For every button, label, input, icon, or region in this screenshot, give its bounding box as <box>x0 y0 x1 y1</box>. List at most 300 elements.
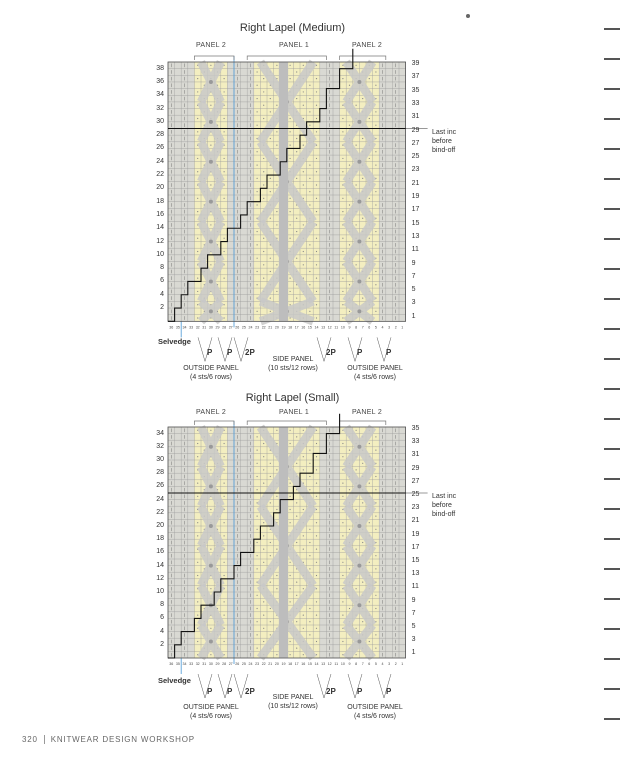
column-fill <box>260 427 267 658</box>
last-inc-note: Last inc before bind-off <box>432 129 457 154</box>
knitting-chart-grid <box>0 385 620 720</box>
stitch-dot <box>316 443 317 444</box>
stitch-dot <box>375 516 376 517</box>
stitch-dot <box>263 238 264 239</box>
row-number-right: 29 <box>411 126 420 134</box>
stitch-dot <box>342 562 343 563</box>
stitch-dot <box>276 509 277 510</box>
stitch-dot <box>349 529 350 530</box>
stitch-dot <box>342 317 343 318</box>
stitch-dot <box>316 304 317 305</box>
stitch-dot <box>303 588 304 589</box>
stitch-dot <box>210 145 211 146</box>
stitch-dot <box>210 509 211 510</box>
row-number-right: 17 <box>411 206 420 214</box>
row-number-left: 28 <box>156 469 164 477</box>
stitch-number: 12 <box>327 325 332 330</box>
stitch-dot <box>369 78 370 79</box>
stitch-dot <box>369 641 370 642</box>
stitch-dot <box>197 171 198 172</box>
stitch-dot <box>356 509 357 510</box>
p-mark: 2P <box>245 687 255 696</box>
stitch-dot <box>296 621 297 622</box>
stitch-dot <box>224 615 225 616</box>
stitch-dot <box>375 111 376 112</box>
row-number-left: 32 <box>156 442 164 450</box>
stitch-dot <box>263 91 264 92</box>
stitch-dot <box>257 450 258 451</box>
stitch-dot <box>309 85 310 86</box>
stitch-dot <box>342 171 343 172</box>
stitch-dot <box>362 258 363 259</box>
stitch-dot <box>257 111 258 112</box>
stitch-dot <box>296 218 297 219</box>
stitch-dot <box>316 469 317 470</box>
stitch-dot <box>316 601 317 602</box>
stitch-dot <box>309 311 310 312</box>
cable-knot <box>209 309 213 313</box>
stitch-number: 19 <box>281 325 286 330</box>
stitch-dot <box>362 297 363 298</box>
stitch-dot <box>296 231 297 232</box>
stitch-dot <box>224 198 225 199</box>
stitch-dot <box>303 91 304 92</box>
stitch-dot <box>342 443 343 444</box>
column-fill <box>386 62 393 321</box>
stitch-number: 32 <box>195 325 200 330</box>
footer-divider <box>44 735 45 744</box>
stitch-number: 26 <box>235 662 240 666</box>
row-number-right: 19 <box>411 193 420 200</box>
stitch-dot <box>224 118 225 119</box>
stitch-dot <box>276 224 277 225</box>
stitch-dot <box>309 634 310 635</box>
stitch-dot <box>342 251 343 252</box>
stitch-number: 28 <box>222 325 227 330</box>
stitch-dot <box>290 65 291 66</box>
cable-knot <box>357 640 361 644</box>
panel-label-left: PANEL 2 <box>195 42 227 49</box>
stitch-dot <box>257 258 258 259</box>
page-tab-mark <box>604 478 620 480</box>
stitch-number: 24 <box>248 325 253 330</box>
p-mark: P <box>386 348 392 357</box>
stitch-dot <box>342 456 343 457</box>
p-mark: P <box>357 348 363 357</box>
stitch-dot <box>270 582 271 583</box>
stitch-dot <box>257 568 258 569</box>
stitch-dot <box>197 238 198 239</box>
stitch-dot <box>270 542 271 543</box>
cable-knot <box>209 279 213 283</box>
stitch-dot <box>197 91 198 92</box>
stitch-dot <box>224 575 225 576</box>
stitch-dot <box>210 264 211 265</box>
stitch-dot <box>375 164 376 165</box>
stitch-dot <box>375 450 376 451</box>
stitch-dot <box>257 463 258 464</box>
stitch-dot <box>342 118 343 119</box>
p-mark: P <box>207 348 213 357</box>
stitch-dot <box>197 535 198 536</box>
stitch-dot <box>356 145 357 146</box>
stitch-dot <box>263 522 264 523</box>
stitch-dot <box>224 456 225 457</box>
row-number-left: 28 <box>156 131 164 139</box>
stitch-number: 2 <box>394 662 397 666</box>
stitch-dot <box>303 105 304 106</box>
page-number: 320 <box>22 735 38 744</box>
cable-knot <box>209 564 213 568</box>
stitch-dot <box>309 191 310 192</box>
stitch-dot <box>290 78 291 79</box>
row-number-left: 16 <box>156 548 164 556</box>
p-mark: P <box>386 687 392 696</box>
stitch-dot <box>290 224 291 225</box>
stitch-number: 32 <box>195 662 200 666</box>
stitch-number: 33 <box>189 662 194 666</box>
stitch-dot <box>197 198 198 199</box>
column-fill <box>313 62 320 321</box>
stitch-number: 9 <box>348 662 351 666</box>
stitch-number: 27 <box>228 325 233 330</box>
stitch-dot <box>362 178 363 179</box>
stitch-dot <box>263 198 264 199</box>
stitch-dot <box>270 98 271 99</box>
row-number-right: 17 <box>411 543 420 551</box>
row-number-left: 38 <box>156 64 164 72</box>
row-number-left: 6 <box>160 277 164 285</box>
stitch-dot <box>296 516 297 517</box>
stitch-dot <box>342 238 343 239</box>
stitch-dot <box>290 131 291 132</box>
stitch-number: 15 <box>307 325 312 330</box>
stitch-dot <box>224 601 225 602</box>
stitch-dot <box>369 198 370 199</box>
stitch-dot <box>257 178 258 179</box>
stitch-dot <box>290 654 291 655</box>
stitch-dot <box>224 443 225 444</box>
stitch-number: 21 <box>268 325 273 330</box>
stitch-dot <box>362 218 363 219</box>
stitch-dot <box>210 224 211 225</box>
stitch-dot <box>210 65 211 66</box>
stitch-dot <box>309 555 310 556</box>
stitch-dot <box>290 278 291 279</box>
p-mark: P <box>207 687 213 696</box>
stitch-number: 30 <box>208 325 213 330</box>
stitch-dot <box>349 284 350 285</box>
outside-panel-left-label: OUTSIDE PANEL (4 sts/6 rows) <box>183 365 239 381</box>
stitch-dot <box>316 628 317 629</box>
stitch-dot <box>270 178 271 179</box>
stitch-dot <box>270 555 271 556</box>
page-tab-mark <box>604 568 620 570</box>
stitch-dot <box>296 436 297 437</box>
stitch-dot <box>270 191 271 192</box>
stitch-dot <box>309 621 310 622</box>
stitch-dot <box>309 529 310 530</box>
stitch-dot <box>197 522 198 523</box>
row-number-left: 24 <box>156 495 164 503</box>
stitch-dot <box>290 211 291 212</box>
stitch-dot <box>290 522 291 523</box>
page-tab-mark <box>604 688 620 690</box>
stitch-dot <box>375 284 376 285</box>
cable-knot <box>209 484 213 488</box>
stitch-dot <box>309 164 310 165</box>
row-number-left: 14 <box>156 561 164 569</box>
stitch-dot <box>263 483 264 484</box>
stitch-dot <box>257 231 258 232</box>
stitch-dot <box>356 264 357 265</box>
panel-label-left: PANEL 2 <box>195 409 227 416</box>
stitch-dot <box>197 278 198 279</box>
stitch-dot <box>362 502 363 503</box>
stitch-dot <box>263 171 264 172</box>
stitch-dot <box>362 621 363 622</box>
stitch-dot <box>197 615 198 616</box>
stitch-dot <box>276 65 277 66</box>
row-number-left: 6 <box>160 614 164 622</box>
stitch-dot <box>224 158 225 159</box>
row-number-left: 24 <box>156 157 164 165</box>
stitch-dot <box>197 601 198 602</box>
stitch-dot <box>375 595 376 596</box>
stitch-dot <box>375 231 376 232</box>
column-fill <box>188 427 195 658</box>
selvedge-label: Selvedge <box>158 337 191 346</box>
stitch-number: 15 <box>307 662 312 666</box>
stitch-dot <box>197 562 198 563</box>
stitch-dot <box>356 184 357 185</box>
row-number-left: 32 <box>156 104 164 112</box>
row-number-right: 9 <box>411 596 416 604</box>
column-fill <box>241 427 248 658</box>
stitch-dot <box>375 608 376 609</box>
stitch-number: 6 <box>368 662 371 666</box>
stitch-dot <box>303 65 304 66</box>
row-number-right: 27 <box>411 139 420 147</box>
stitch-dot <box>210 628 211 629</box>
stitch-number: 10 <box>340 325 345 330</box>
row-number-right: 13 <box>411 570 420 578</box>
stitch-dot <box>296 71 297 72</box>
stitch-dot <box>197 158 198 159</box>
stitch-number: 29 <box>215 662 220 666</box>
row-number-right: 1 <box>411 649 416 657</box>
stitch-number: 11 <box>334 325 339 330</box>
stitch-dot <box>369 118 370 119</box>
stitch-dot <box>369 443 370 444</box>
p-mark: 2P <box>326 687 336 696</box>
stitch-dot <box>290 443 291 444</box>
stitch-dot <box>296 582 297 583</box>
stitch-dot <box>309 111 310 112</box>
stitch-dot <box>316 641 317 642</box>
stitch-dot <box>349 85 350 86</box>
stitch-dot <box>369 601 370 602</box>
stitch-number: 7 <box>361 662 364 666</box>
stitch-dot <box>303 251 304 252</box>
stitch-dot <box>270 218 271 219</box>
stitch-dot <box>303 615 304 616</box>
stitch-dot <box>270 311 271 312</box>
row-number-right: 5 <box>411 286 416 294</box>
page-tab-mark <box>604 388 620 390</box>
stitch-number: 25 <box>241 662 246 666</box>
panel-label-center: PANEL 1 <box>278 409 310 416</box>
stitch-number: 13 <box>321 662 326 666</box>
row-number-left: 34 <box>156 91 164 99</box>
stitch-number: 34 <box>182 662 187 666</box>
stitch-dot <box>316 211 317 212</box>
row-number-right: 15 <box>411 557 420 564</box>
stitch-dot <box>224 171 225 172</box>
stitch-number: 12 <box>327 662 332 666</box>
stitch-dot <box>375 204 376 205</box>
stitch-dot <box>263 278 264 279</box>
stitch-dot <box>342 78 343 79</box>
stitch-number: 8 <box>355 662 358 666</box>
stitch-dot <box>197 456 198 457</box>
stitch-dot <box>296 151 297 152</box>
stitch-number: 21 <box>268 662 273 666</box>
stitch-number: 17 <box>294 662 299 666</box>
page-tab-mark <box>604 418 620 420</box>
stitch-dot <box>270 502 271 503</box>
column-fill <box>386 427 393 658</box>
panel-bracket <box>340 56 386 60</box>
panel-bracket <box>247 56 326 60</box>
row-number-right: 37 <box>411 73 420 81</box>
stitch-dot <box>276 184 277 185</box>
stitch-dot <box>257 608 258 609</box>
stitch-dot <box>257 151 258 152</box>
stitch-dot <box>362 582 363 583</box>
stitch-dot <box>342 575 343 576</box>
stitch-dot <box>349 450 350 451</box>
stitch-dot <box>296 178 297 179</box>
page-tab-mark <box>604 58 620 60</box>
stitch-number: 3 <box>388 662 391 666</box>
stitch-dot <box>224 91 225 92</box>
stitch-dot <box>257 98 258 99</box>
row-number-left: 14 <box>156 224 164 232</box>
stitch-dot <box>309 463 310 464</box>
row-number-right: 33 <box>411 99 420 107</box>
stitch-dot <box>309 476 310 477</box>
row-number-right: 21 <box>411 517 420 525</box>
stitch-dot <box>375 85 376 86</box>
stitch-dot <box>296 463 297 464</box>
stitch-dot <box>290 601 291 602</box>
stitch-number: 1 <box>401 662 404 666</box>
stitch-number: 27 <box>228 662 233 666</box>
stitch-dot <box>356 430 357 431</box>
row-number-right: 25 <box>411 153 420 161</box>
stitch-dot <box>356 628 357 629</box>
stitch-dot <box>290 238 291 239</box>
stitch-number: 16 <box>301 662 306 666</box>
stitch-dot <box>290 562 291 563</box>
row-number-right: 3 <box>411 636 416 644</box>
stitch-dot <box>369 238 370 239</box>
stitch-dot <box>316 549 317 550</box>
stitch-dot <box>349 568 350 569</box>
stitch-dot <box>375 529 376 530</box>
page-tab-mark <box>604 268 620 270</box>
stitch-dot <box>270 463 271 464</box>
stitch-dot <box>224 131 225 132</box>
stitch-dot <box>290 641 291 642</box>
panel-label-center: PANEL 1 <box>278 42 310 49</box>
stitch-dot <box>197 211 198 212</box>
stitch-dot <box>316 131 317 132</box>
row-number-left: 18 <box>156 197 164 205</box>
stitch-dot <box>375 311 376 312</box>
stitch-number: 23 <box>255 325 260 330</box>
stitch-dot <box>309 568 310 569</box>
stitch-dot <box>316 184 317 185</box>
book-title: KNITWEAR DESIGN WORKSHOP <box>50 735 195 744</box>
stitch-dot <box>296 258 297 259</box>
cable-knot <box>357 603 361 607</box>
row-number-left: 20 <box>156 184 164 192</box>
stitch-dot <box>276 469 277 470</box>
stitch-dot <box>276 588 277 589</box>
stitch-dot <box>276 145 277 146</box>
stitch-dot <box>342 131 343 132</box>
row-number-left: 18 <box>156 535 164 543</box>
row-number-right: 13 <box>411 232 420 240</box>
stitch-dot <box>342 615 343 616</box>
stitch-dot <box>296 648 297 649</box>
stitch-dot <box>356 469 357 470</box>
stitch-dot <box>257 164 258 165</box>
row-number-left: 20 <box>156 522 164 529</box>
stitch-number: 20 <box>274 325 279 330</box>
stitch-dot <box>316 118 317 119</box>
page-tab-mark <box>604 448 620 450</box>
stitch-dot <box>263 549 264 550</box>
stitch-dot <box>257 555 258 556</box>
stitch-dot <box>210 469 211 470</box>
stitch-dot <box>342 522 343 523</box>
stitch-dot <box>349 204 350 205</box>
stitch-dot <box>224 251 225 252</box>
stitch-dot <box>316 105 317 106</box>
p-mark: 2P <box>326 348 336 357</box>
stitch-dot <box>224 211 225 212</box>
stitch-number: 28 <box>222 662 227 666</box>
stitch-number: 23 <box>255 662 260 666</box>
stitch-number: 25 <box>241 325 246 330</box>
stitch-dot <box>257 595 258 596</box>
chart-title: Right Lapel (Small) <box>245 392 340 404</box>
stitch-number: 4 <box>381 662 384 666</box>
row-number-right: 25 <box>411 491 420 498</box>
stitch-number: 13 <box>321 325 326 330</box>
stitch-dot <box>375 125 376 126</box>
stitch-dot <box>257 204 258 205</box>
page-tab-mark <box>604 118 620 120</box>
stitch-dot <box>309 608 310 609</box>
page-tab-mark <box>604 148 620 150</box>
stitch-dot <box>303 628 304 629</box>
stitch-number: 36 <box>169 325 174 330</box>
stitch-dot <box>257 244 258 245</box>
